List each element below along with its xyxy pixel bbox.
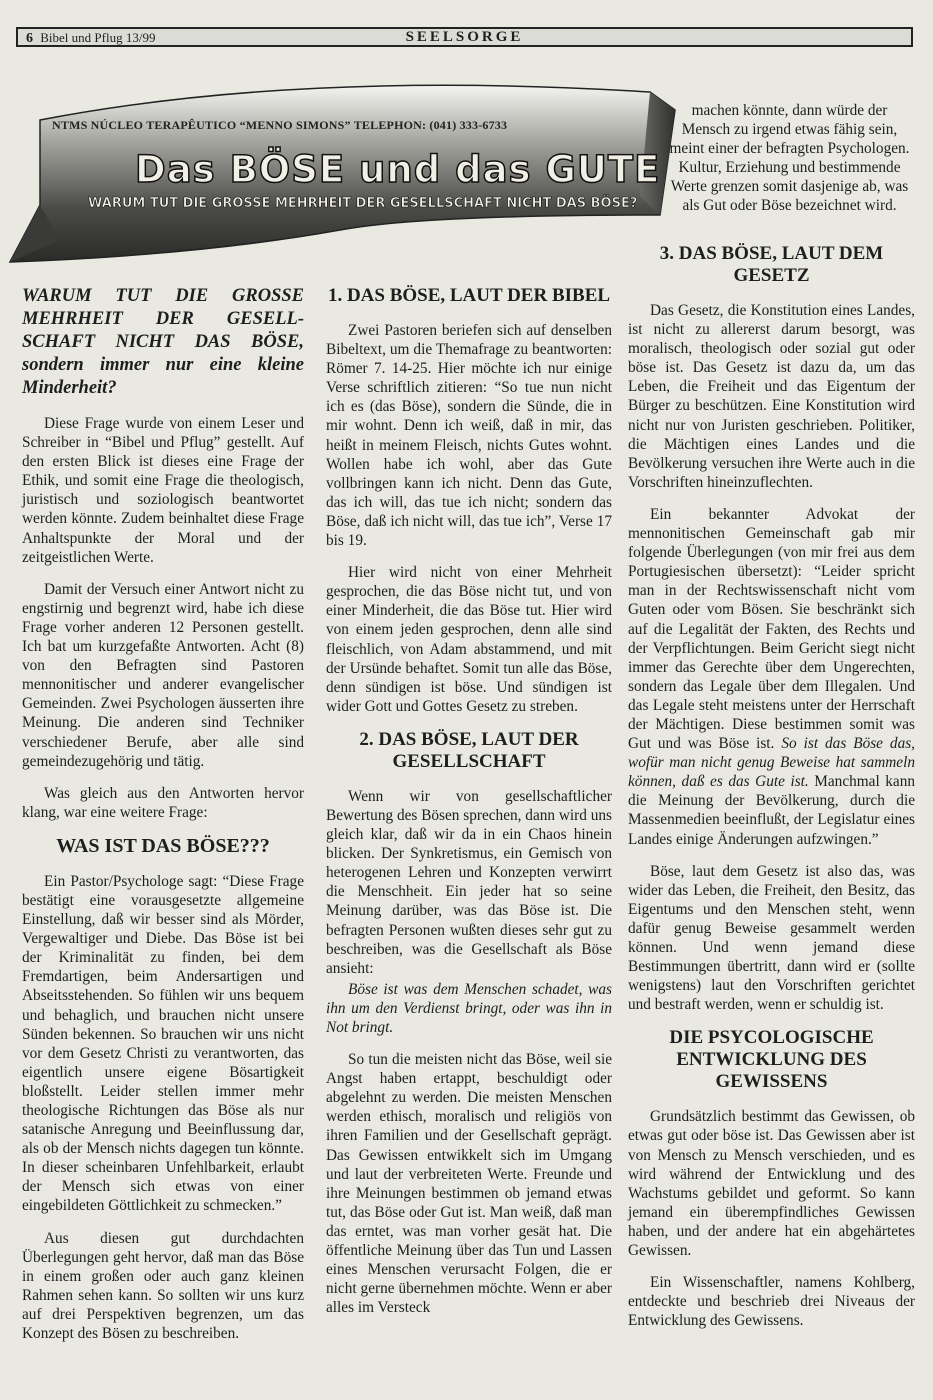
paragraph: Wenn wir von gesellschaftlicher Bewertung des Bösen sprechen, dann wird uns gleich klar, daß wir da in ein Chaos hinein blicken. Der Synkretismus, ein Gemisch von heterogenen Lehren und Konzepten verwirrt die Menschheit. Ein jeder hat so seine Meinung darüber, was das Böse ist. Die befragten Personen wußten dieses sehr gut zu beschreiben, was die Gesellschaft als Böse ansieht: xyxy=(326,787,612,977)
italic-text: So ist das Böse das, wofür man nicht genug Beweise hat sammeln können, daß es das Gute ist. xyxy=(628,735,915,791)
banner-organization-line: NTMS NÚCLEO TERAPÊUTICO “MENNO SIMONS” TELEPHON: (041) 333-6733 xyxy=(52,118,508,132)
section-heading: 2. DAS BÖSE, LAUT DER GESELLSCHAFT xyxy=(359,728,579,772)
italic-quote xyxy=(326,980,612,1037)
paragraph: So tun die meisten nicht das Böse, weil sie Angst haben ertappt, beschuldigt oder abgelehnt zu werden. Die meisten Menschen werden ethisch, moralisch und religiös von ihren Familien und der Gesellschaft geprägt. Das Gewissen entwikkelt sich im Umgang und laut der verbreiteten Werte. Freunde und ihre Meinungen bestimmen ob jemand etwas tut, das Böse oder Gut ist. Man weiß, daß man das erntet, was man vorher gesät hat. Die öffentliche Meinung über das Tun und Lassen eines Menschen verursacht Folgen, die er nicht gerne übernehmen möchte. Wenn er aber alles im Versteck xyxy=(326,1051,612,1317)
section-heading: 1. DAS BÖSE, LAUT DER BIBEL xyxy=(327,285,611,306)
column-3 xyxy=(628,243,915,1343)
page-number: 6 xyxy=(26,31,33,46)
paragraph-text: Ein bekannter Advokat der mennonitischen Gemeinschaft gab mir folgende Überlegungen (von mir frei aus dem Portugiesischen übersetzt): “Leider spricht man in der Rechtswissenschaft nicht vom Guten oder vom Bösen. Sie beschränkt sich auf die Legalität der Fakten, des Rechts und der Verpflichtungen. Beim Gericht siegt nicht immer das Gerechte über dem Ungerechten, sondern das Legale über dem Illegalen. Und das Legale steht meistens unter der Herrschaft der Mächtigen. Diese bestimmen somit was Gut und was Böse ist. xyxy=(628,505,915,753)
paragraph: Zwei Pastoren beriefen sich auf denselben Bibeltext, um die Themafrage zu beantworten: Römer 7. 14-25. Hier möchte ich nur einige Verse schriftlich zitieren: “So tue nun nicht ich es (das Böse), sondern die Sünde, die in mir wohnt. Denn ich weiß, daß in mir, das heißt in meinem Fleisch, nichts Gutes wohnt. Wollen habe ich wohl, aber das Gute vollbringen kann ich nicht. Denn das Gute, das ich will, das tue ich nicht; sondern das Böse, daß ich nicht will, das tue ich”, Verse 17 bis 19. xyxy=(326,322,612,550)
section-heading: WAS IST DAS BÖSE??? xyxy=(56,834,270,857)
publication-info: Bibel und Pflug 13/99 xyxy=(40,30,156,45)
paragraph-text: Manchmal kann die Meinung der Bevölkerung, durch die Massenmedien beeinflußt, der Legislatur eines Landes einige Änderungen aufzwingen.” xyxy=(628,773,915,848)
paragraph xyxy=(628,505,915,849)
column-3-continuation: machen könnte, dann würde der Mensch zu irgend etwas fähig sein, meint einer der befragten Psychologen. Kultur, Erziehung und bestimmende Werte grenzen somit dasjenige ab, was als Gut oder Böse bezeichnet wird. xyxy=(669,102,910,215)
paragraph: Grundsätzlich bestimmt das Gewissen, ob etwas gut oder böse ist. Das Gewissen aber ist von Mensch zu Mensch verschieden, und es wird während der Entwicklung und des Wachstums gebildet und geformt. So kann jemand ein überempfindliches Gewissen haben, und der andere hat ein abgehärtetes Gewissen. xyxy=(628,1108,915,1260)
section-title: SEELSORGE xyxy=(405,29,524,45)
paragraph: Hier wird nicht von einer Mehrheit gesprochen, die das Böse nicht tut, und von einer Minderheit, die das Böse tut. Hier wird von einem jeden gesprochen, denn alle sind fleischlich, von Adam abstammend, und mit der Ursünde behaftet. Somit tun alle das Böse, denn sündigen ist böse. Und sündigen ist wider Gott und Gottes Gesetz zu streben. xyxy=(326,564,612,715)
paragraph: Was gleich aus den Antworten hervor klang, war eine weitere Frage: xyxy=(22,784,304,821)
paragraph: Diese Frage wurde von einem Leser und Schreiber in “Bibel und Pflug” gestellt. Auf den ersten Blick ist dieses eine Frage der Ethik, und somit eine Frage die theologisch, juristisch und soziologisch beantwortet werden könnte. Zudem beinhaltet diese Frage Anhaltspunkte der Moral und der zeitgeistlichen Werte. xyxy=(22,415,304,566)
column-1 xyxy=(22,285,304,1356)
paragraph: Ein Pastor/Psychologe sagt: “Diese Frage bestätigt eine vorausgesetzte allgemeine Einstellung, daß wir besser sind als Mörder, Vergewaltiger und Diebe. Das Böse ist bei der Kriminalität zu finden, bei dem Fremdartigen, beim Andersartigen und Abseitsstehenden. So fühlen wir uns bequem und behaglich, und brauchen nicht unsere Sünden bekennen. So brauchen wir uns nicht vor dem Gesetz Christi zu verantworten, das eigentlich unsere eigene Bösartigkeit bloßstellt. Leider stellen immer mehr theologische Richtungen das Böse als nur satanische Anregung und Beeinflussung dar, als ob der Mensch nichts dagegen tun könnte. In dieser scheinbaren Unfehlbarkeit, erlaubt der Mensch sich etwas von einer eingebildeten Göttlichkeit zu schmecken.” xyxy=(22,872,304,1215)
paragraph: Damit der Versuch einer Antwort nicht zu engstirnig und begrenzt wird, habe ich diese Frage vorher anderen 12 Personen gestellt. Ich bat um kurzgefaßte Antworten. Acht (8) von den Befragten sind Pastoren mennonitischer und anderer evangelischer Gemeinden. Zwei Psychologen äusserten ihre Meinung. Die anderen sind Techniker verschiedener Berufe, aber alle sind gemeindezugehörig und tätig. xyxy=(22,580,304,770)
italic-text: Böse ist was dem Menschen schadet, was ihn um den Verdienst bringt, oder was ihn in Not bringt. xyxy=(326,980,612,1036)
section-heading: DIE PSYCOLOGISCHE ENTWICKLUNG DES GEWISSENS xyxy=(669,1027,874,1093)
paragraph: Ein Wissenschaftler, namens Kohlberg, entdeckte und beschrieb drei Niveaus der Entwicklung des Gewissens. xyxy=(628,1274,915,1330)
paragraph: Böse, laut dem Gesetz ist also das, was wider das Leben, die Freiheit, den Besitz, das Eigentums und den Menschen steht, wenn dafür genug Beweise gesammelt werden können. Und wenn jemand diese Bestimmungen übertritt, dann wird er (sollte wenigstens) laut den Vorschriften gerichtet und bestraft werden, wenn er schuldig ist. xyxy=(628,862,915,1014)
section-heading: 3. DAS BÖSE, LAUT DEM GESETZ xyxy=(659,243,884,286)
column-2 xyxy=(326,285,612,1330)
paragraph: Aus diesen gut durchdachten Überlegungen geht hervor, daß man das Böse in einem großen oder auch ganz kleinen Rahmen sehen kann. So sollten wir uns kurz auf drei Perspektiven begrenzen, um das Konzept des Bösen zu beschreiben. xyxy=(22,1229,304,1343)
banner-title: Das BÖSE und das GUTE xyxy=(135,148,661,191)
banner-subtitle: WARUM TUT DIE GROSSE MEHRHEIT DER GESELLSCHAFT NICHT DAS BÖSE? xyxy=(88,196,638,211)
kicker-question: WARUM TUT DIE GROSSE MEHRHEIT DER GESELL-SCHAFT NICHT DAS BÖSE, sondern immer nur eine kleine Minderheit? xyxy=(22,286,304,398)
paragraph: Das Gesetz, die Konstitution eines Landes, ist nicht zu allererst darum besorgt, was moralisch, theologisch oder sozial gut oder böse ist. Das Gesetz ist dazu da, um das Leben, die Freiheit und das Eigentum der Bürger zu beschützen. Eine Konstitution wird nicht nur von Juristen geschrieben. Politiker, die Mächtigen eines Landes und die Bevölkerung versuchen ihre Werte auch in die Vorschriften hineinzuflechten. xyxy=(628,302,915,491)
